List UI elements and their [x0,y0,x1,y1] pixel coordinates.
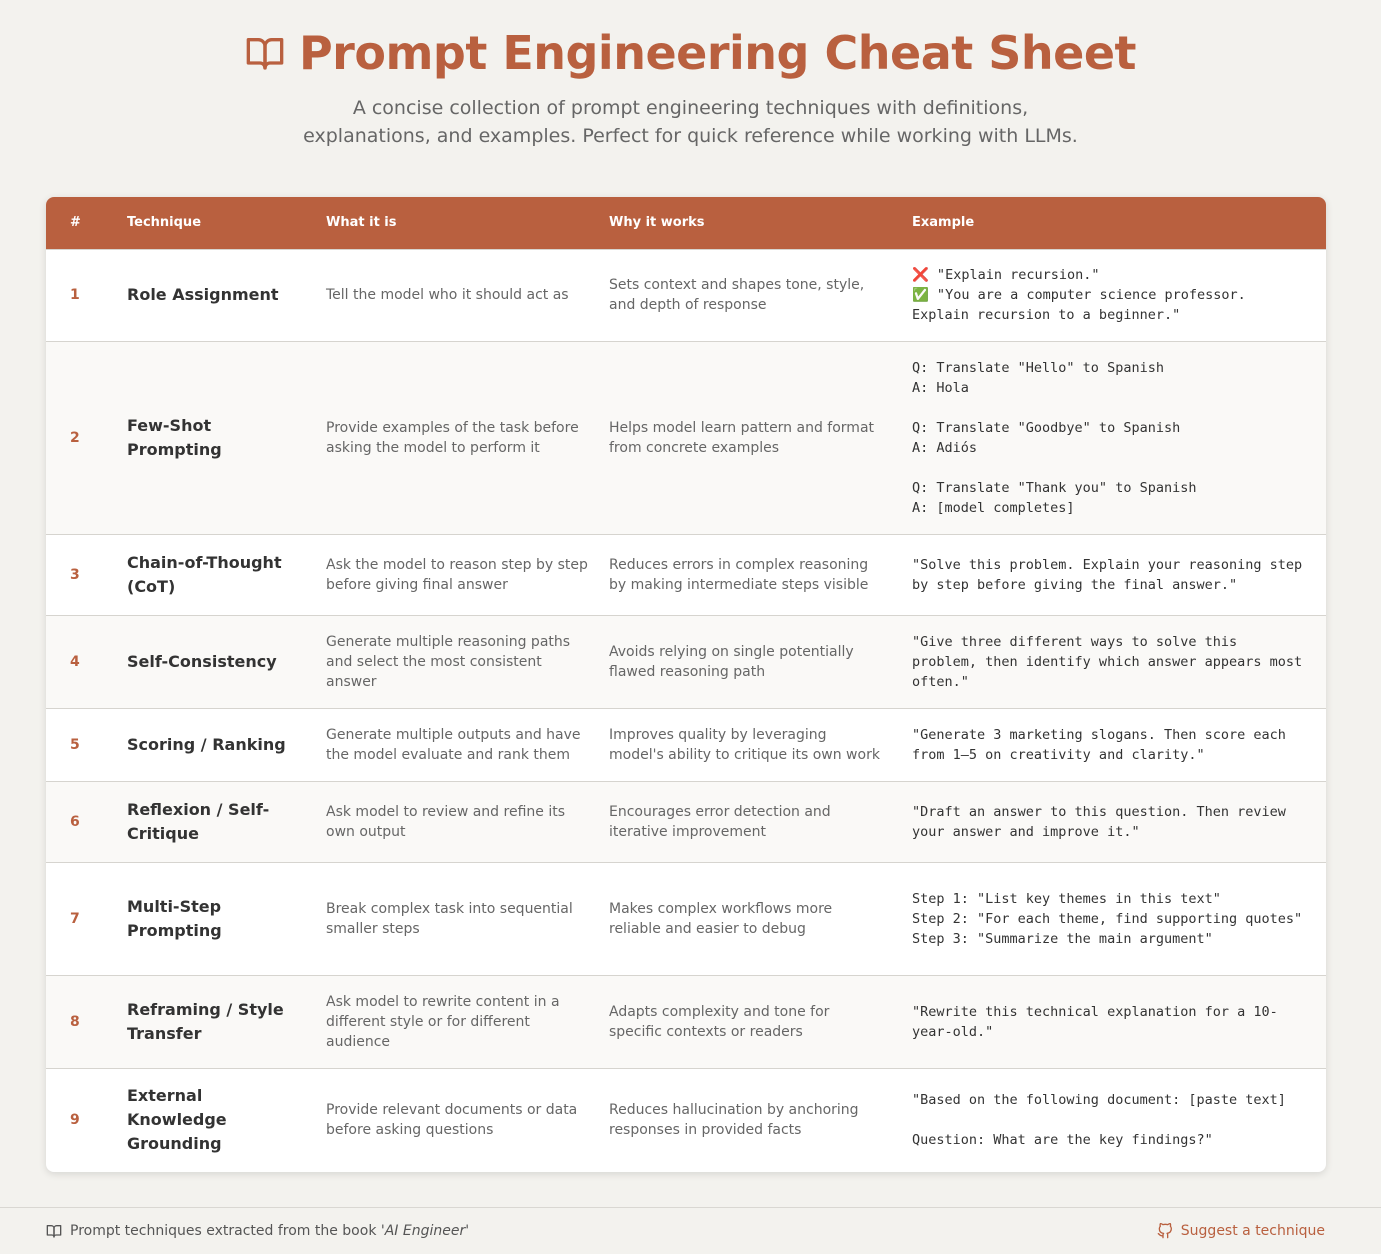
technique-example: ❌ "Explain recursion." ✅ "You are a computer science professor. Explain recursion to a beginner." [912,267,1246,323]
row-number: 1 [70,287,80,303]
technique-rationale: Helps model learn pattern and format from concrete examples [609,419,875,456]
technique-definition: Ask model to rewrite content in a different style or for different audience [326,993,560,1050]
technique-name: External Knowledge Grounding [127,1086,227,1154]
page-footer [0,1207,1381,1254]
technique-name: Few-Shot Prompting [127,415,222,459]
technique-example: "Draft an answer to this question. Then review your answer and improve it." [912,803,1295,840]
column-header-number: # [70,215,81,231]
table-row [46,615,1326,708]
technique-name: Chain-of-Thought (CoT) [127,552,282,596]
technique-rationale: Reduces hallucination by anchoring responses in provided facts [609,1102,859,1139]
title-text: Prompt Engineering Cheat Sheet [298,26,1137,80]
table-row [46,781,1326,862]
book-icon [46,1223,62,1239]
table-row [46,708,1326,781]
row-number: 7 [70,910,80,927]
technique-rationale: Reduces errors in complex reasoning by making intermediate steps visible [609,556,869,593]
technique-definition: Ask model to review and refine its own output [326,803,566,840]
technique-definition: Provide examples of the task before asking the model to perform it [326,419,579,456]
technique-definition: Break complex task into sequential smaller steps [326,900,573,937]
technique-name: Role Assignment [127,285,279,304]
page-subtitle: A concise collection of prompt engineering techniques with definitions, explanations, and examples. Perfect for quick reference while working with LLMs. [303,97,1078,147]
table-row [46,534,1326,615]
technique-definition: Tell the model who it should act as [326,287,569,303]
column-header-what: What it is [326,215,397,231]
technique-definition: Generate multiple outputs and have the model evaluate and rank them [326,726,581,763]
book-title: 'AI Engineer' [380,1223,470,1239]
technique-rationale: Improves quality by leveraging model's ability to critique its own work [609,726,880,763]
row-number: 6 [70,813,80,830]
technique-definition: Ask the model to reason step by step before giving final answer [326,556,588,593]
technique-rationale: Sets context and shapes tone, style, and depth of response [609,277,865,313]
table-header-row [46,197,1326,249]
row-number: 2 [70,429,80,446]
footer-credit [46,1223,469,1239]
technique-example: "Give three different ways to solve this problem, then identify which answer appears most often." [912,633,1311,690]
technique-rationale: Encourages error detection and iterative improvement [609,803,831,840]
technique-name: Reframing / Style Transfer [127,999,284,1043]
table-row [46,862,1326,975]
technique-name: Scoring / Ranking [127,734,286,754]
table-row [46,249,1326,341]
suggest-technique-link[interactable] [1157,1223,1325,1239]
suggest-technique-label[interactable]: Suggest a technique [1180,1223,1325,1239]
column-header-why: Why it works [609,215,705,231]
row-number: 5 [70,736,80,753]
footer-credit-text [70,1223,469,1239]
technique-example: "Solve this problem. Explain your reasoning step by step before giving the final answer." [912,556,1311,593]
techniques-table [46,197,1326,1172]
technique-example: "Rewrite this technical explanation for a 10-year-old." [912,1003,1278,1040]
table-row [46,975,1326,1068]
page-header [0,0,1381,150]
technique-example: Q: Translate "Hello" to Spanish A: Hola Q: Translate "Goodbye" to Spanish A: Adiós Q: Translate "Thank you" to Spanish A: [model completes] [912,359,1197,516]
row-number: 3 [70,566,80,583]
column-header-example: Example [912,215,975,231]
book-icon [245,33,285,73]
row-number: 9 [70,1112,80,1129]
technique-rationale: Adapts complexity and tone for specific contexts or readers [609,1003,830,1040]
technique-name: Multi-Step Prompting [127,896,222,940]
technique-rationale: Avoids relying on single potentially flawed reasoning path [609,643,854,680]
table-row [46,1068,1326,1172]
page-title [245,26,1136,80]
technique-example: "Generate 3 marketing slogans. Then score each from 1–5 on creativity and clarity." [912,726,1295,763]
technique-rationale: Makes complex workflows more reliable and easier to debug [609,900,833,937]
github-icon [1157,1223,1173,1239]
technique-definition: Generate multiple reasoning paths and select the most consistent answer [326,633,571,690]
footer-credit-label: Prompt techniques extracted from the book [70,1223,381,1239]
technique-name: Reflexion / Self-Critique [127,799,270,843]
row-number: 4 [70,653,80,670]
technique-example: "Based on the following document: [paste text] Question: What are the key findings?" [912,1092,1286,1149]
table-row [46,341,1326,534]
column-header-technique: Technique [127,215,202,231]
technique-definition: Provide relevant documents or data before asking questions [326,1102,578,1139]
technique-name: Self-Consistency [127,651,277,671]
row-number: 8 [70,1013,80,1030]
technique-example: Step 1: "List key themes in this text" Step 2: "For each theme, find supporting quotes" Step 3: "Summarize the main argument" [912,890,1303,947]
